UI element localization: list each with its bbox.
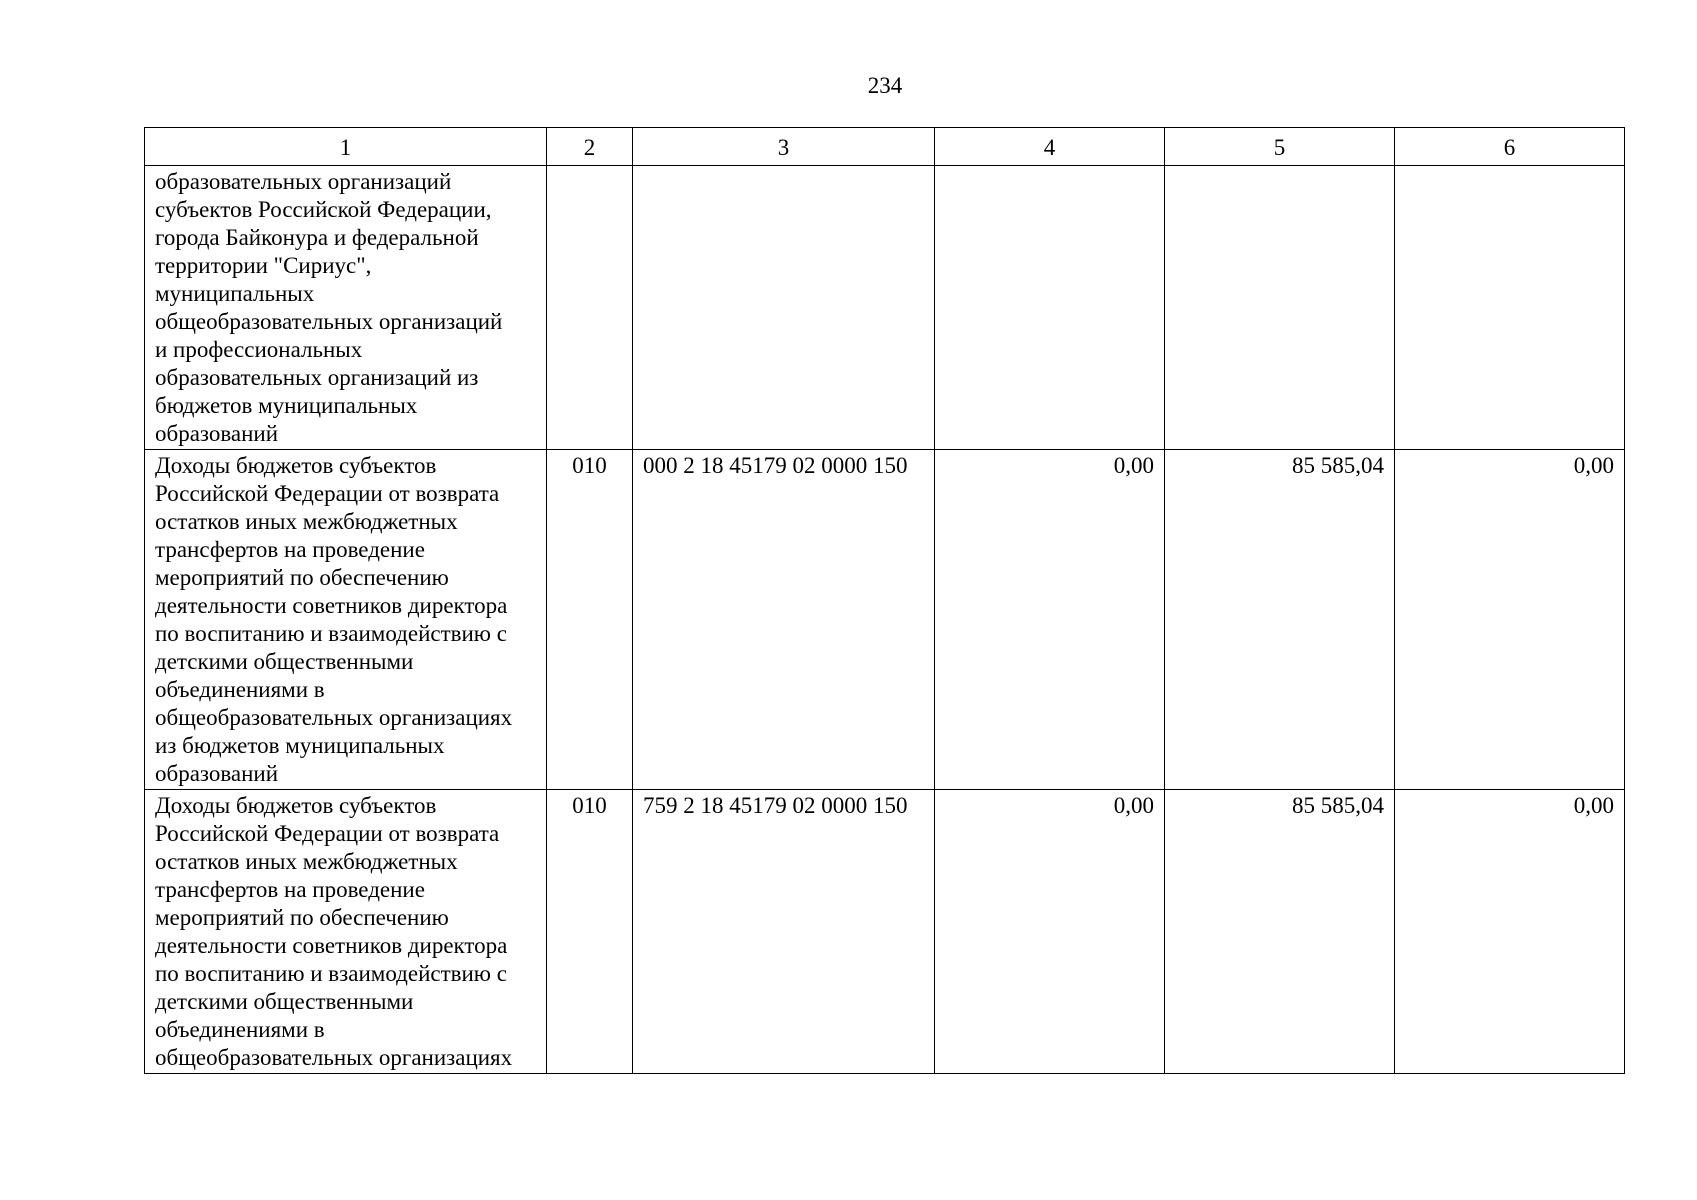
description-line: трансфертов на проведение [155,537,425,562]
header-col-3: 3 [633,128,935,166]
row-budget-classification-code: 000 2 18 45179 02 0000 150 [633,450,935,790]
row-budget-classification-code: 759 2 18 45179 02 0000 150 [633,790,935,1074]
header-col-5: 5 [1165,128,1395,166]
description-line: бюджетов муниципальных [155,393,418,418]
description-line: по воспитанию и взаимодействию с [155,621,507,646]
description-line: по воспитанию и взаимодействию с [155,961,507,986]
row-value-col-4: 0,00 [935,790,1165,1074]
row-code: 010 [547,450,633,790]
description-line: объединениями в [155,677,325,702]
description-line: объединениями в [155,1017,325,1042]
description-line: остатков иных межбюджетных [155,849,458,874]
description-line: Российской Федерации от возврата [155,821,500,846]
row-value-col-5: 85 585,04 [1165,450,1395,790]
header-row [145,128,1625,166]
description-line: города Байконура и федеральной [155,225,479,250]
description-line: мероприятий по обеспечению [155,565,449,590]
table-row [145,166,1625,450]
description-line: Доходы бюджетов субъектов [155,453,437,478]
description-line: детскими общественными [155,649,414,674]
header-col-1: 1 [145,128,547,166]
page-number: 234 [867,73,903,98]
row-value-col-4 [935,166,1165,450]
description-line: Российской Федерации от возврата [155,481,500,506]
row-budget-classification-code [633,166,935,450]
table-row [145,790,1625,1074]
row-code [547,166,633,450]
row-value-col-5: 85 585,04 [1165,790,1395,1074]
description-line: субъектов Российской Федерации, [155,197,492,222]
description-line: образований [155,421,279,446]
description-line: общеобразовательных организациях [155,1045,513,1070]
row-code: 010 [547,790,633,1074]
description-line: муниципальных [155,281,315,306]
header-col-4: 4 [935,128,1165,166]
row-value-col-5 [1165,166,1395,450]
budget-table [144,127,1625,1074]
row-description [145,790,547,1074]
description-line: и профессиональных [155,337,363,362]
description-line: общеобразовательных организациях [155,705,513,730]
description-line: деятельности советников директора [155,933,508,958]
description-line: детскими общественными [155,989,414,1014]
table-row [145,450,1625,790]
row-description [145,166,547,450]
description-line: остатков иных межбюджетных [155,509,458,534]
header-col-2: 2 [547,128,633,166]
description-line: образований [155,761,279,786]
table-body [145,166,1625,1074]
table-header [145,128,1625,166]
description-line: образовательных организаций [155,169,452,194]
row-value-col-4: 0,00 [935,450,1165,790]
row-value-col-6: 0,00 [1395,790,1625,1074]
header-col-6: 6 [1395,128,1625,166]
description-line: Доходы бюджетов субъектов [155,793,437,818]
description-line: образовательных организаций из [155,365,479,390]
description-line: деятельности советников директора [155,593,508,618]
description-line: мероприятий по обеспечению [155,905,449,930]
row-value-col-6: 0,00 [1395,450,1625,790]
description-line: из бюджетов муниципальных [155,733,445,758]
description-line: территории "Сириус", [155,253,372,278]
row-description [145,450,547,790]
description-line: общеобразовательных организаций [155,309,503,334]
row-value-col-6 [1395,166,1625,450]
description-line: трансфертов на проведение [155,877,425,902]
